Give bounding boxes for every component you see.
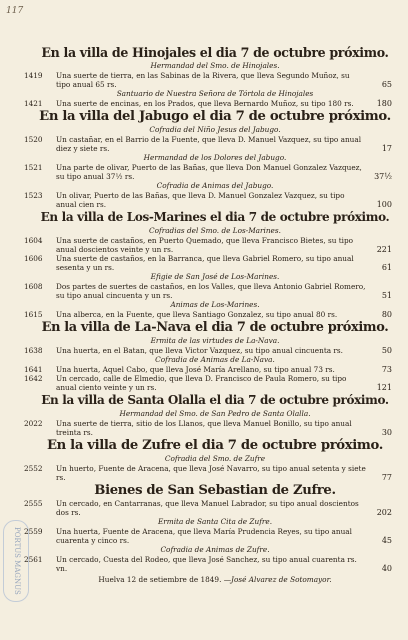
lot-amount: 45 bbox=[381, 536, 392, 545]
group-subtitle: Cofradia del Smo. de Zufre bbox=[164, 454, 266, 463]
group-subtitle: Cofradia del Niño Jesus del Jabugo. bbox=[149, 125, 281, 134]
group-subtitle: Cofradia de Animas de Zufre. bbox=[160, 545, 270, 554]
lot-number: 1419 bbox=[24, 71, 43, 80]
lot-amount: 80 bbox=[381, 310, 392, 319]
lot-amount: 17 bbox=[381, 144, 392, 153]
lot-entry bbox=[24, 236, 392, 254]
lot-number: 1615 bbox=[24, 310, 43, 319]
lot-description: Una suerte de tierra, sitio de los Llanos, que lleva Manuel Bonillo, su tipo anual treinta rs. bbox=[56, 419, 352, 437]
group-subtitle: Cofradia de Animas de La-Nava. bbox=[155, 355, 275, 364]
lot-entry bbox=[24, 254, 392, 272]
lot-description: Un cercado, en Cantarranas, que lleva Manuel Labrador, su tipo anual doscientos dos rs. bbox=[56, 499, 359, 517]
lot-entry bbox=[24, 499, 392, 517]
lot-amount: 121 bbox=[376, 383, 392, 392]
lot-number: 1642 bbox=[24, 374, 43, 383]
lot-description: Una suerte de tierra, en las Sabinas de la Rivera, que lleva Segundo Muñoz, su tipo anual 65 rs. bbox=[56, 71, 350, 89]
lot-number: 2559 bbox=[24, 527, 43, 536]
lot-amount: 50 bbox=[381, 346, 392, 355]
group-subtitle: Cofradia de Animas del Jabugo. bbox=[156, 181, 274, 190]
lot-number: 2552 bbox=[24, 464, 43, 473]
footer-date: Huelva 12 de setiembre de 1849. bbox=[98, 575, 222, 584]
group-subtitle: Hermandad del Smo. de San Pedro de Santa Olalla. bbox=[119, 409, 311, 418]
lot-amount: 65 bbox=[381, 80, 392, 89]
lot-entry bbox=[24, 527, 392, 545]
lot-entry bbox=[24, 71, 392, 89]
lot-number: 2555 bbox=[24, 499, 43, 508]
lot-number: 1638 bbox=[24, 346, 43, 355]
lot-entry bbox=[24, 419, 392, 437]
lot-amount: 77 bbox=[381, 473, 392, 482]
group-subtitle: Hermandad de los Dolores del Jabugo. bbox=[143, 153, 287, 162]
lot-entry bbox=[24, 346, 392, 355]
lot-amount: 40 bbox=[381, 564, 392, 573]
section-title: En la villa del Jabugo el dia 7 de octubre próximo. bbox=[39, 109, 391, 124]
group-subtitle: Santuario de Nuestra Señora de Tórtola de Hinojales bbox=[116, 89, 314, 98]
lot-description: Un cercado, calle de Elmedio, que lleva D. Francisco de Paula Romero, su tipo anual ciento veinte y un rs. bbox=[56, 374, 347, 392]
lot-entry bbox=[24, 135, 392, 153]
group-subtitle: Efigie de San José de Los-Marines. bbox=[150, 272, 280, 281]
lot-amount: 73 bbox=[381, 365, 392, 374]
library-stamp-icon: PORTUS MAGNUS bbox=[3, 520, 29, 602]
section-title: En la villa de Los-Marines el dia 7 de octubre próximo. bbox=[40, 210, 390, 224]
lot-number: 1641 bbox=[24, 365, 43, 374]
group-subtitle: Cofradias del Smo. de Los-Marines. bbox=[149, 226, 281, 235]
section-title: En la villa de Santa Olalla el dia 7 de octubre próximo. bbox=[41, 393, 389, 407]
group-subtitle: Ermita de Santa Cita de Zufre. bbox=[157, 517, 273, 526]
lot-number: 2022 bbox=[24, 419, 43, 428]
lot-description: Dos partes de suertes de castaños, en los Valles, que lleva Antonio Gabriel Romero, su tipo anual cincuenta y un rs. bbox=[56, 282, 366, 300]
footer-signature: —José Alvarez de Sotomayor. bbox=[223, 575, 332, 584]
lot-entry bbox=[24, 282, 392, 300]
lot-description: Una parte de olivar, Puerto de las Bañas, que lleva Don Manuel Gonzalez Vazquez, su tipo anual 37½ rs. bbox=[56, 163, 362, 181]
lot-description: Una huerta, en el Batan, que lleva Victor Vazquez, su tipo anual cincuenta rs. bbox=[56, 346, 343, 355]
lot-description: Un huerto, Fuente de Aracena, que lleva José Navarro, su tipo anual setenta y siete rs. bbox=[56, 464, 366, 482]
lot-number: 1421 bbox=[24, 99, 43, 108]
lot-entry bbox=[24, 191, 392, 209]
lot-amount: 221 bbox=[376, 245, 392, 254]
group-subtitle: Animas de Los-Marines. bbox=[170, 300, 260, 309]
lot-amount: 202 bbox=[376, 508, 392, 517]
section-title: En la villa de La-Nava el dia 7 de octubre próximo. bbox=[41, 320, 389, 335]
lot-number: 1608 bbox=[24, 282, 43, 291]
corner-mark: 117 bbox=[6, 6, 24, 16]
lot-entry bbox=[24, 310, 392, 319]
lot-amount: 30 bbox=[381, 428, 392, 437]
lot-entry bbox=[24, 99, 392, 108]
lot-description: Una huerta, Aquel Cabo, que lleva José María Arellano, su tipo anual 73 rs. bbox=[56, 365, 335, 374]
lot-description: Una huerta, Fuente de Aracena, que lleva María Prudencia Reyes, su tipo anual cuarenta y cinco rs. bbox=[56, 527, 352, 545]
document-content bbox=[24, 44, 392, 592]
lot-description: Un castañar, en el Barrio de la Fuente, que lleva D. Manuel Vazquez, su tipo anual diez y siete rs. bbox=[56, 135, 362, 153]
lot-entry bbox=[24, 365, 392, 374]
lot-number: 1520 bbox=[24, 135, 43, 144]
group-subtitle: Ermita de las virtudes de La-Nava. bbox=[150, 336, 280, 345]
section-title: En la villa de Hinojales el dia 7 de octubre próximo. bbox=[41, 45, 389, 60]
document-footer bbox=[38, 575, 392, 585]
lot-amount: 51 bbox=[381, 291, 392, 300]
lot-amount: 61 bbox=[381, 263, 392, 272]
lot-description: Una alberca, en la Fuente, que lleva Santiago Gonzalez, su tipo anual 80 rs. bbox=[56, 310, 338, 319]
lot-amount: 100 bbox=[376, 200, 392, 209]
lot-amount: 37½ bbox=[374, 172, 392, 181]
group-subtitle: Hermandad del Smo. de Hinojales. bbox=[150, 61, 280, 70]
lot-description: Una suerte de encinas, en los Prados, que lleva Bernardo Muñoz, su tipo 180 rs. bbox=[56, 99, 354, 108]
lot-number: 1523 bbox=[24, 191, 43, 200]
lot-description: Una suerte de castaños, en Puerto Quemado, que lleva Francisco Bietes, su tipo anual doscientos veinte y un rs. bbox=[56, 236, 354, 254]
lot-number: 1606 bbox=[24, 254, 43, 263]
lot-entry bbox=[24, 163, 392, 181]
lot-number: 2561 bbox=[24, 555, 43, 564]
lot-entry bbox=[24, 464, 392, 482]
section-title: Bienes de San Sebastian de Zufre. bbox=[94, 483, 336, 498]
section-title: En la villa de Zufre el dia 7 de octubre próximo. bbox=[46, 438, 383, 453]
lot-entry bbox=[24, 555, 392, 573]
lot-description: Un cercado, Cuesta del Rodeo, que lleva José Sanchez, su tipo anual cuarenta rs. vn. bbox=[56, 555, 357, 573]
lot-number: 1521 bbox=[24, 163, 43, 172]
lot-number: 1604 bbox=[24, 236, 43, 245]
lot-entry bbox=[24, 374, 392, 392]
lot-description: Un olivar, Puerto de las Bañas, que lleva D. Manuel Gonzalez Vazquez, su tipo anual cien rs. bbox=[56, 191, 345, 209]
lot-description: Una suerte de castaños, en la Barranca, que lleva Gabriel Romero, su tipo anual sesenta y un rs. bbox=[56, 254, 354, 272]
lot-amount: 180 bbox=[376, 99, 392, 108]
